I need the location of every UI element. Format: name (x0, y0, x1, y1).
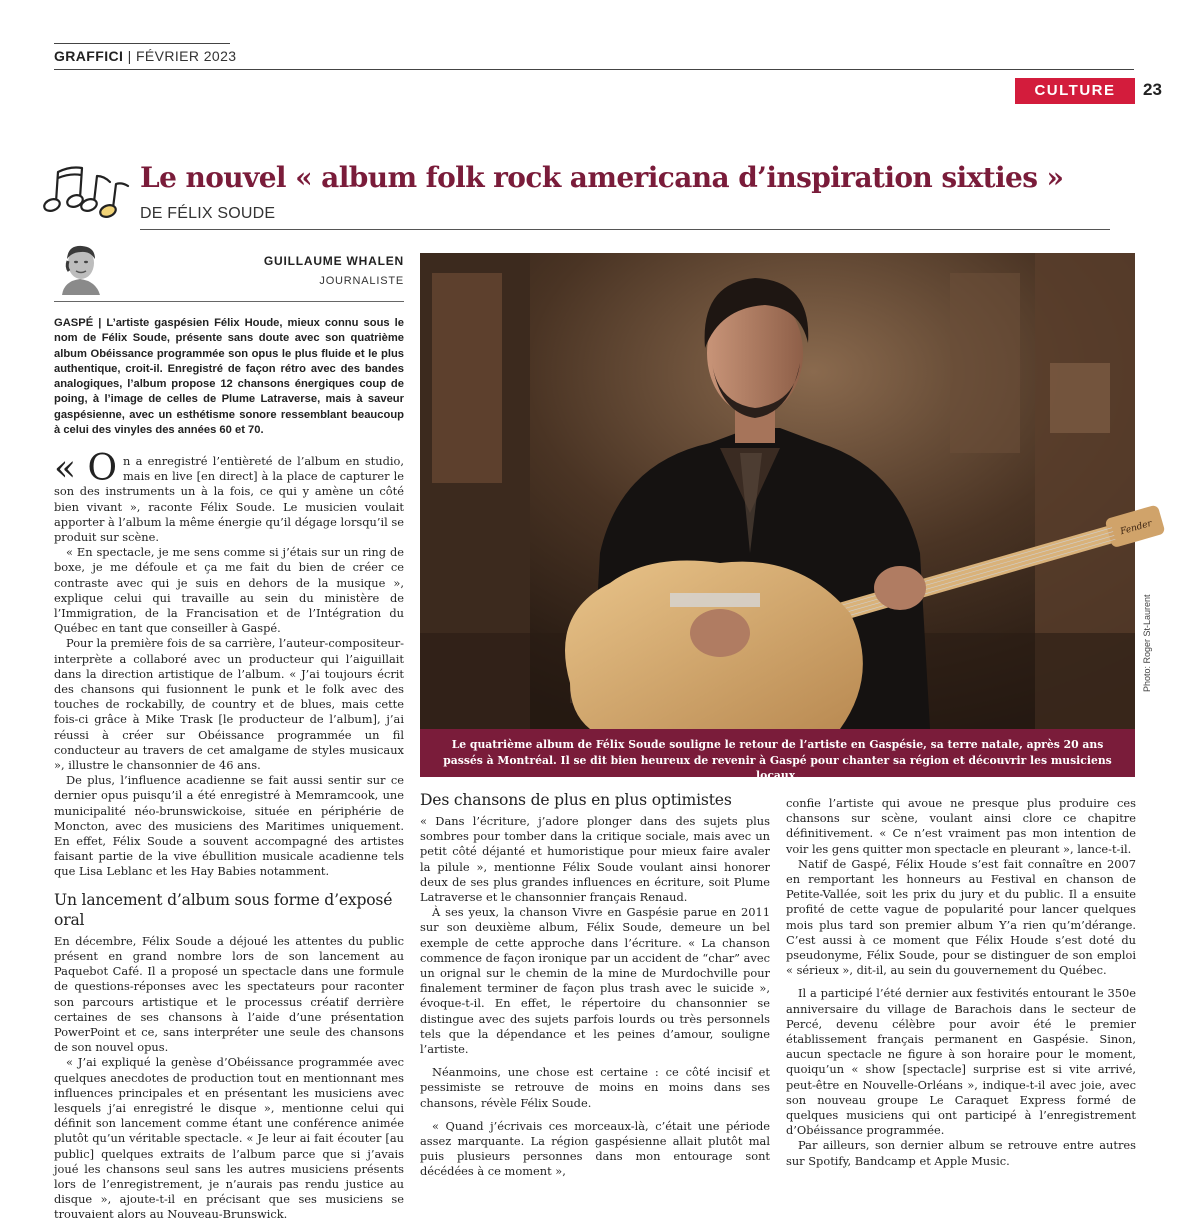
author-rule (54, 301, 404, 302)
body-paragraph: Pour la première fois de sa carrière, l’auteur-compositeur-interprète a collaboré avec un producteur qui l’aiguillait dans la direction artistique de l’album. « J’ai toujours écrit des chansons qui fusionnent le punk et le folk avec des touches de rockabilly, de country et de blues, mais cette fois-ci grâce à Mike Trask [le producteur de l’album], j’ai réussi à créer sur Obéissance programmée un fil conducteur au travers de cet amalgame de styles musicaux », illustre le chansonnier de 46 ans. (54, 636, 404, 773)
photo-caption: Le quatrième album de Félix Soude souligne le retour de l’artiste en Gaspésie, sa terre natale, après 20 ans passés à Montréal. Il se dit bien heureux de revenir à Gaspé pour chanter sa région et découvrir les musiciens locaux. (420, 729, 1135, 777)
section-heading: Un lancement d’album sous forme d’exposé oral (54, 890, 393, 929)
body-paragraph: En décembre, Félix Soude a déjoué les attentes du public présent en grand nombre lors de son lancement au Paquebot Café. Il a proposé un spectacle dans une formule de questions-réponses avec les spectateurs pour raconter son parcours artistique et le processus créatif derrière certaines de ses chansons à l’aide d’une présentation PowerPoint et ce, sans interpréter une seule des chansons de son nouvel opus. (54, 933, 404, 1055)
article-headline: Le nouvel « album folk rock americana d’inspiration sixties » (140, 161, 1064, 194)
drop-cap (54, 448, 117, 489)
body-paragraph: « Dans l’écriture, j’adore plonger dans des sujets plus sombres pour tomber dans la critique sociale, mais avec un petit côté déjanté et humoristique pour mieux faire avaler la pilule », mentionne Félix Soude voulant ainsi honorer deux de ses plus grandes influences en écriture, soit Plume Latraverse et le chansonnier français Renaud. (420, 814, 770, 905)
body-paragraph: « Quand j’écrivais ces morceaux-là, c’était une période assez marquante. La région gaspésienne allait plutôt mal puis plusieurs personnes dans mon entourage sont décédées à ce moment », (420, 1118, 770, 1179)
guitar-brand: Fender (1119, 518, 1154, 538)
body-paragraph (54, 448, 404, 545)
header-separator: | (123, 48, 136, 64)
body-paragraph: Il a participé l’été dernier aux festivités entourant le 350e anniversaire du village de Barachois dans le secteur de Percé, devenu célèbre pour avoir été le premier établissement français permanent en Gaspésie. Sinon, aucun spectacle ne figure à son horaire pour le moment, quoiqu’un « show [spectacle] surprise est si vite arrivé, peut-être en Nouvelle-Orléans », indique-t-il avec joie, avec son nouveau groupe Le Caraquet Express formé de quelques musiciens qui ont participé à l’enregistrement d’Obéissance programmée. (786, 986, 1136, 1138)
author-avatar (54, 241, 106, 295)
article-lead: GASPÉ | L’artiste gaspésien Félix Houde, mieux connu sous le nom de Félix Soude, présente sans doute avec son quatrième album Obéissance programmée son opus le plus fluide et le plus authentique, croit-il. Enregistré de façon rétro avec des bandes analogiques, l’album propose 12 chansons énergiques coup de poing, à l’image de celles de Plume Latraverse, mais à saveur gaspésienne, avec un esthétisme sonore ressemblant beaucoup à celui des vinyles des années 60 et 70. (54, 317, 404, 437)
article-subtitle: DE FÉLIX SOUDE (140, 205, 276, 222)
body-paragraph: Par ailleurs, son dernier album se retrouve entre autres sur Spotify, Bandcamp et Apple Music. (786, 1138, 1136, 1168)
body-paragraph-text: n a enregistré l’entièreté de l’album en studio, mais en live [en direct] à la place de capturer le son des instruments un à la fois, ce qui y amène un côté bien vivant », raconte Félix Soude. Le musicien voulait apporter à l’album la même énergie qu’il dégage lorsqu’il se produit sur scène. (54, 454, 404, 545)
photo-credit: Photo: Roger St-Laurent (1142, 594, 1152, 692)
drop-cap-quote: « (54, 448, 77, 489)
body-paragraph: À ses yeux, la chanson Vivre en Gaspésie parue en 2011 sur son deuxième album, Félix Soude, demeure un bel exemple de cette approche dans l’écriture. « La chanson commence de façon ironique par un accident de “char” avec un orignal sur le chemin de la mine de Murdochville pour finalement terminer de façon plus trash avec le suicide », évoque-t-il. En effet, le répertoire du chansonnier se distingue avec des sujets parfois lourds ou très personnels tels que la dépendance et les peines d’amour, souligne l’artiste. (420, 905, 770, 1057)
body-column-3 (786, 796, 1136, 1169)
section-heading: Des chansons de plus en plus optimistes (420, 791, 732, 809)
body-paragraph: confie l’artiste qui avoue ne presque plus produire ces chansons sur scène, voulant ainsi clore ce chapitre définitivement. « Ce n’est vraiment pas mon intention de voir les gens quitter mon spectacle en pleurant », lance-t-il. (786, 796, 1136, 856)
body-paragraph: « En spectacle, je me sens comme si j’étais sur un ring de boxe, je me défoule et ça me fait du bien de créer ce contraste avec qui je suis en dehors de la musique », explique celui qui travaille au sein du ministère de l’Immigration, de la Francisation et de l’Intégration du Québec en tant que conseiller à Gaspé. (54, 545, 404, 636)
issue-date: FÉVRIER 2023 (135, 48, 237, 64)
publication-header (54, 48, 236, 64)
header-rule (54, 69, 1134, 70)
header-rule-short (54, 43, 230, 44)
body-column-2 (420, 790, 770, 1180)
body-paragraph: De plus, l’influence acadienne se fait aussi sentir sur ce dernier opus puisqu’il a été enregistré à Memramcook, une municipalité néo-brunswickoise, située en périphérie de Moncton, avec des musiciens des Maritimes uniquement. En effet, Félix Soude a souvent accompagné des artistes faisant partie de la vive ébullition musicale acadienne tels que Lisa Leblanc et les Hay Babies notamment. (54, 773, 404, 879)
body-paragraph: Natif de Gaspé, Félix Houde s’est fait connaître en 2007 en remportant les honneurs au Festival en chanson de Petite-Vallée, soit les prix du jury et du public. Il a ensuite profité de cette vague de popularité pour lancer quelques mois plus tard son premier album Y’a rien qu’m’dérange. C’est aussi à ce moment que Félix Houde s’est doté du pseudonyme, Félix Soude, pour se distinguer de son emploi « sérieux », dit-il, au sein du gouvernement du Québec. (786, 856, 1136, 978)
author-role: JOURNALISTE (319, 275, 404, 287)
page-number: 23 (1143, 80, 1162, 99)
headline-rule (140, 229, 1110, 230)
drop-cap-letter: O (87, 448, 117, 489)
publication-name: GRAFFICI (54, 48, 124, 64)
section-tag: CULTURE (1015, 78, 1135, 104)
music-notes-icon (42, 158, 134, 220)
body-paragraph: « J’ai expliqué la genèse d’Obéissance programmée avec quelques anecdotes de production tout en mentionnant mes influences principales et en présentant les musiciens avec lesquels j’ai enregistré le disque », mentionne celui qui définit son lancement comme étant une conférence animée plutôt qu’un véritable spectacle. « Je leur ai fait écouter [au public] quelques extraits de l’album parce que si j’avais joué les chansons seul sans les autres musiciens présents lors de l’enregistrement, je n’aurais pas rendu justice au disque », ajoute-t-il en précisant que ses musiciens se trouvaient alors au Nouveau-Brunswick. (54, 1055, 404, 1222)
body-column-1 (54, 448, 404, 1223)
author-name: GUILLAUME WHALEN (263, 254, 404, 268)
body-paragraph: Néanmoins, une chose est certaine : ce côté incisif et pessimiste se retrouve de moins en moins dans ses chansons, révèle Félix Soude. (420, 1065, 770, 1110)
